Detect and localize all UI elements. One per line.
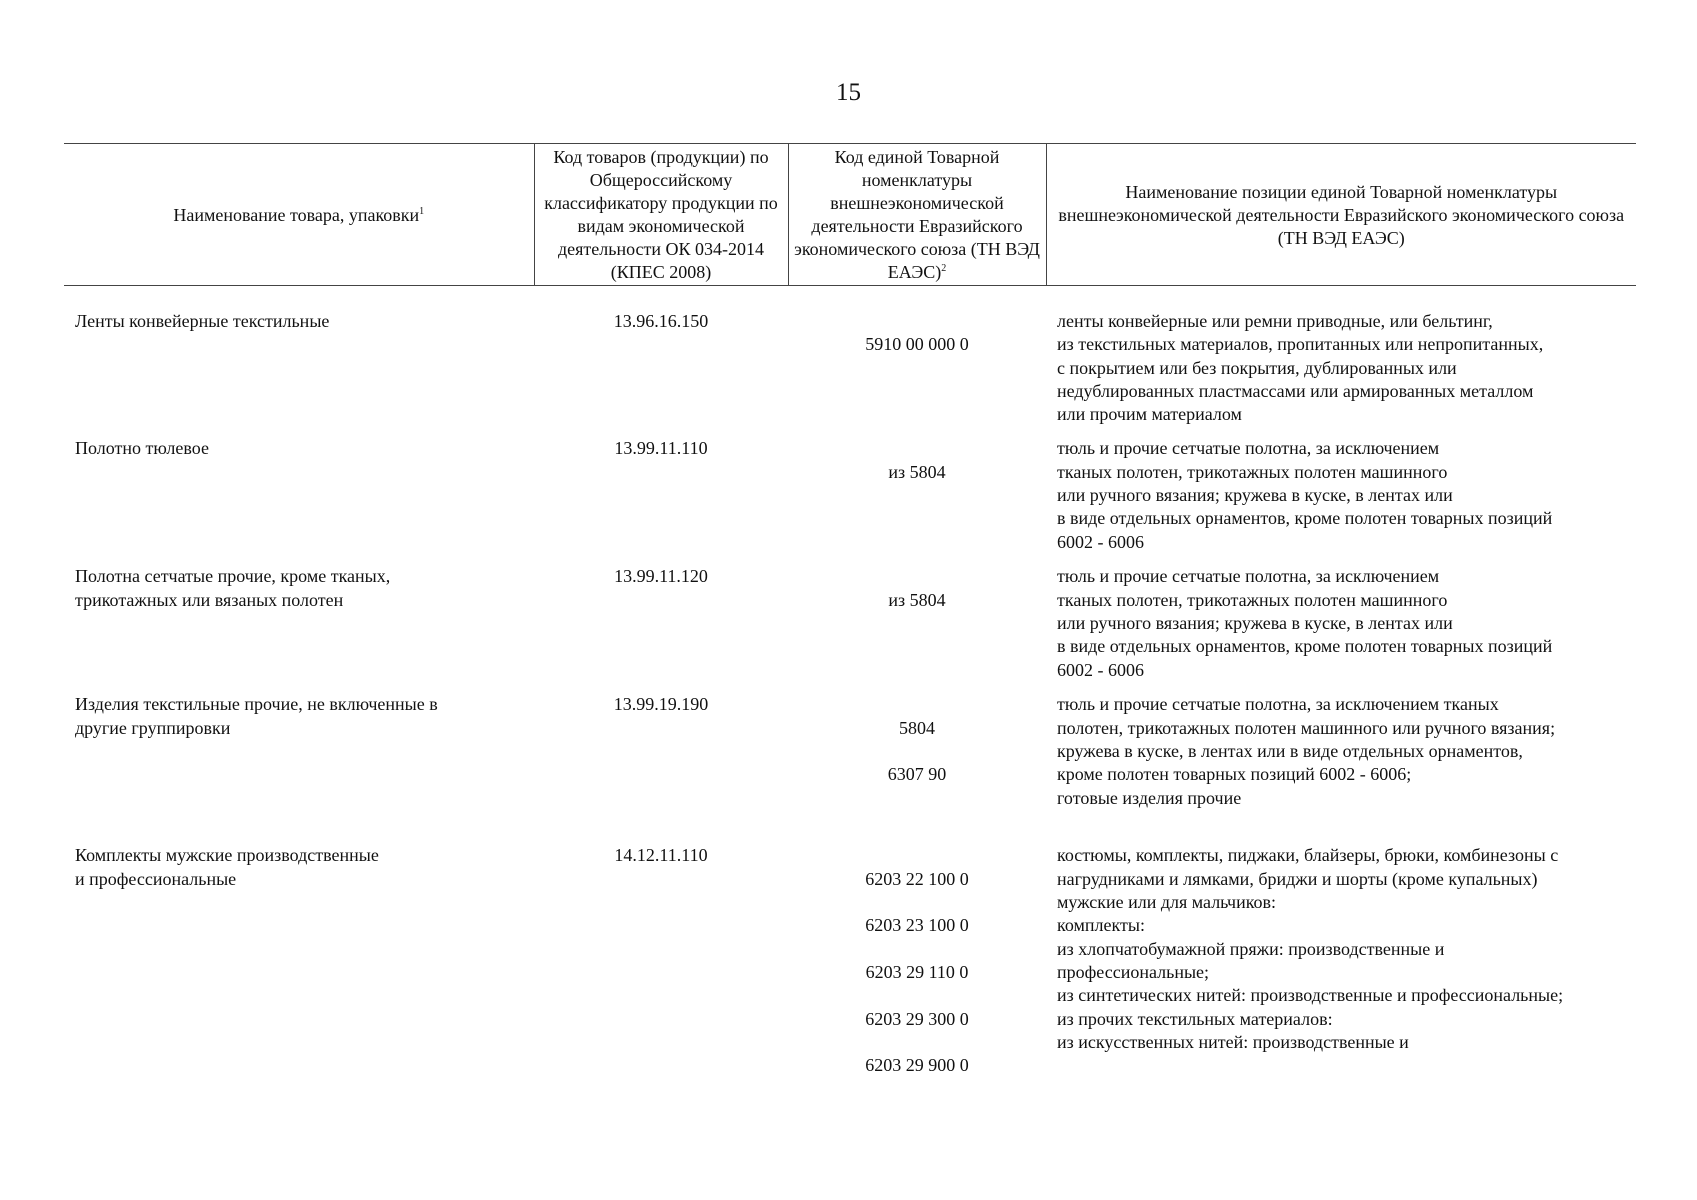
cell-description: костюмы, комплекты, пиджаки, блайзеры, брюки, комбинезоны с нагрудниками и лямками, бриджи и шорты (кроме купальных) мужские или для мальчиков: комплекты: из хлопчатобумажной пряжи: производственные и профессиональные; из синтетических нитей: производственные и профессиональные; из прочих текстильных материалов: из искусственных нитей: производственные и [1057, 845, 1564, 1052]
header-name: Наименование товара, упаковки$^1$ [173, 204, 425, 225]
table-row [64, 833, 1636, 1100]
cell-description: тюль и прочие сетчатые полотна, за исключением тканых полотен, трикотажных полотен машинного или ручного вязания; кружева в куске, в лентах или в виде отдельных орнаментов, кроме полотен товарных позиций 6002 - 6006; готовые изделия прочие [1057, 694, 1556, 808]
tnved-code: 6203 29 110 0 [865, 961, 969, 982]
cell-okpd: 13.99.11.120 [614, 566, 708, 587]
tnved-code: 5910 00 000 0 [865, 334, 969, 355]
header-tnved: Код единой Товарной номенклатуры внешнеэкономической деятельности Евразийского экономического союза (ТН ВЭД ЕАЭС)$^2$ [788, 144, 1046, 286]
cell-name: Полотна сетчатые прочие, кроме тканых, трикотажных или вязаных полотен [75, 566, 391, 610]
cell-tnved [788, 286, 1046, 427]
cell-tnved [788, 426, 1046, 554]
table-row [64, 286, 1636, 427]
cell-okpd: 13.99.11.110 [614, 438, 708, 459]
cell-description: ленты конвейерные или ремни приводные, или бельтинг, из текстильных материалов, пропитанных или непропитанных, с покрытием или без покрытия, дублированных или недублированных пластмассами или армированных металлом или прочим материалом [1057, 311, 1544, 425]
header-description: Наименование позиции единой Товарной номенклатуры внешнеэкономической деятельности Евразийского экономического союза (ТН ВЭД ЕАЭС) [1046, 144, 1636, 286]
tnved-code: 6307 90 [887, 764, 947, 785]
header-okpd: Код товаров (продукции) по Общероссийскому классификатору продукции по видам экономической деятельности ОК 034-2014 (КПЕС 2008) [534, 144, 788, 286]
cell-description: тюль и прочие сетчатые полотна, за исключением тканых полотен, трикотажных полотен машинного или ручного вязания; кружева в куске, в лентах или в виде отдельных орнаментов, кроме полотен товарных позиций 6002 - 6006 [1057, 566, 1553, 680]
table-header [64, 144, 1636, 286]
cell-name: Изделия текстильные прочие, не включенные в другие группировки [75, 694, 438, 738]
tnved-code: из 5804 [888, 589, 946, 610]
cell-okpd: 13.96.16.150 [613, 311, 709, 331]
cell-description: тюль и прочие сетчатые полотна, за исключением тканых полотен, трикотажных полотен машинного или ручного вязания; кружева в куске, в лентах или в виде отдельных орнаментов, кроме полотен товарных позиций 6002 - 6006 [1057, 438, 1553, 552]
cell-tnved [788, 682, 1046, 833]
page-number: 15 [836, 79, 861, 106]
table-row [64, 426, 1636, 554]
cell-name: Ленты конвейерные текстильные [75, 311, 330, 331]
cell-name: Полотно тюлевое [75, 438, 209, 459]
cell-name: Комплекты мужские производственные и профессиональные [75, 845, 379, 889]
tnved-code: 6203 29 300 0 [865, 1008, 969, 1029]
cell-tnved [788, 833, 1046, 1100]
table-row [64, 682, 1636, 833]
tnved-code: 5804 [899, 717, 935, 738]
goods-table [64, 143, 1636, 1101]
tnved-code: из 5804 [888, 461, 946, 482]
tnved-code: 6203 22 100 0 [865, 868, 969, 889]
cell-tnved [788, 554, 1046, 682]
cell-okpd: 14.12.11.110 [614, 845, 708, 866]
table-row [64, 554, 1636, 682]
cell-okpd: 13.99.19.190 [613, 694, 709, 715]
tnved-code: 6203 29 900 0 [865, 1055, 969, 1076]
tnved-code: 6203 23 100 0 [865, 915, 969, 936]
